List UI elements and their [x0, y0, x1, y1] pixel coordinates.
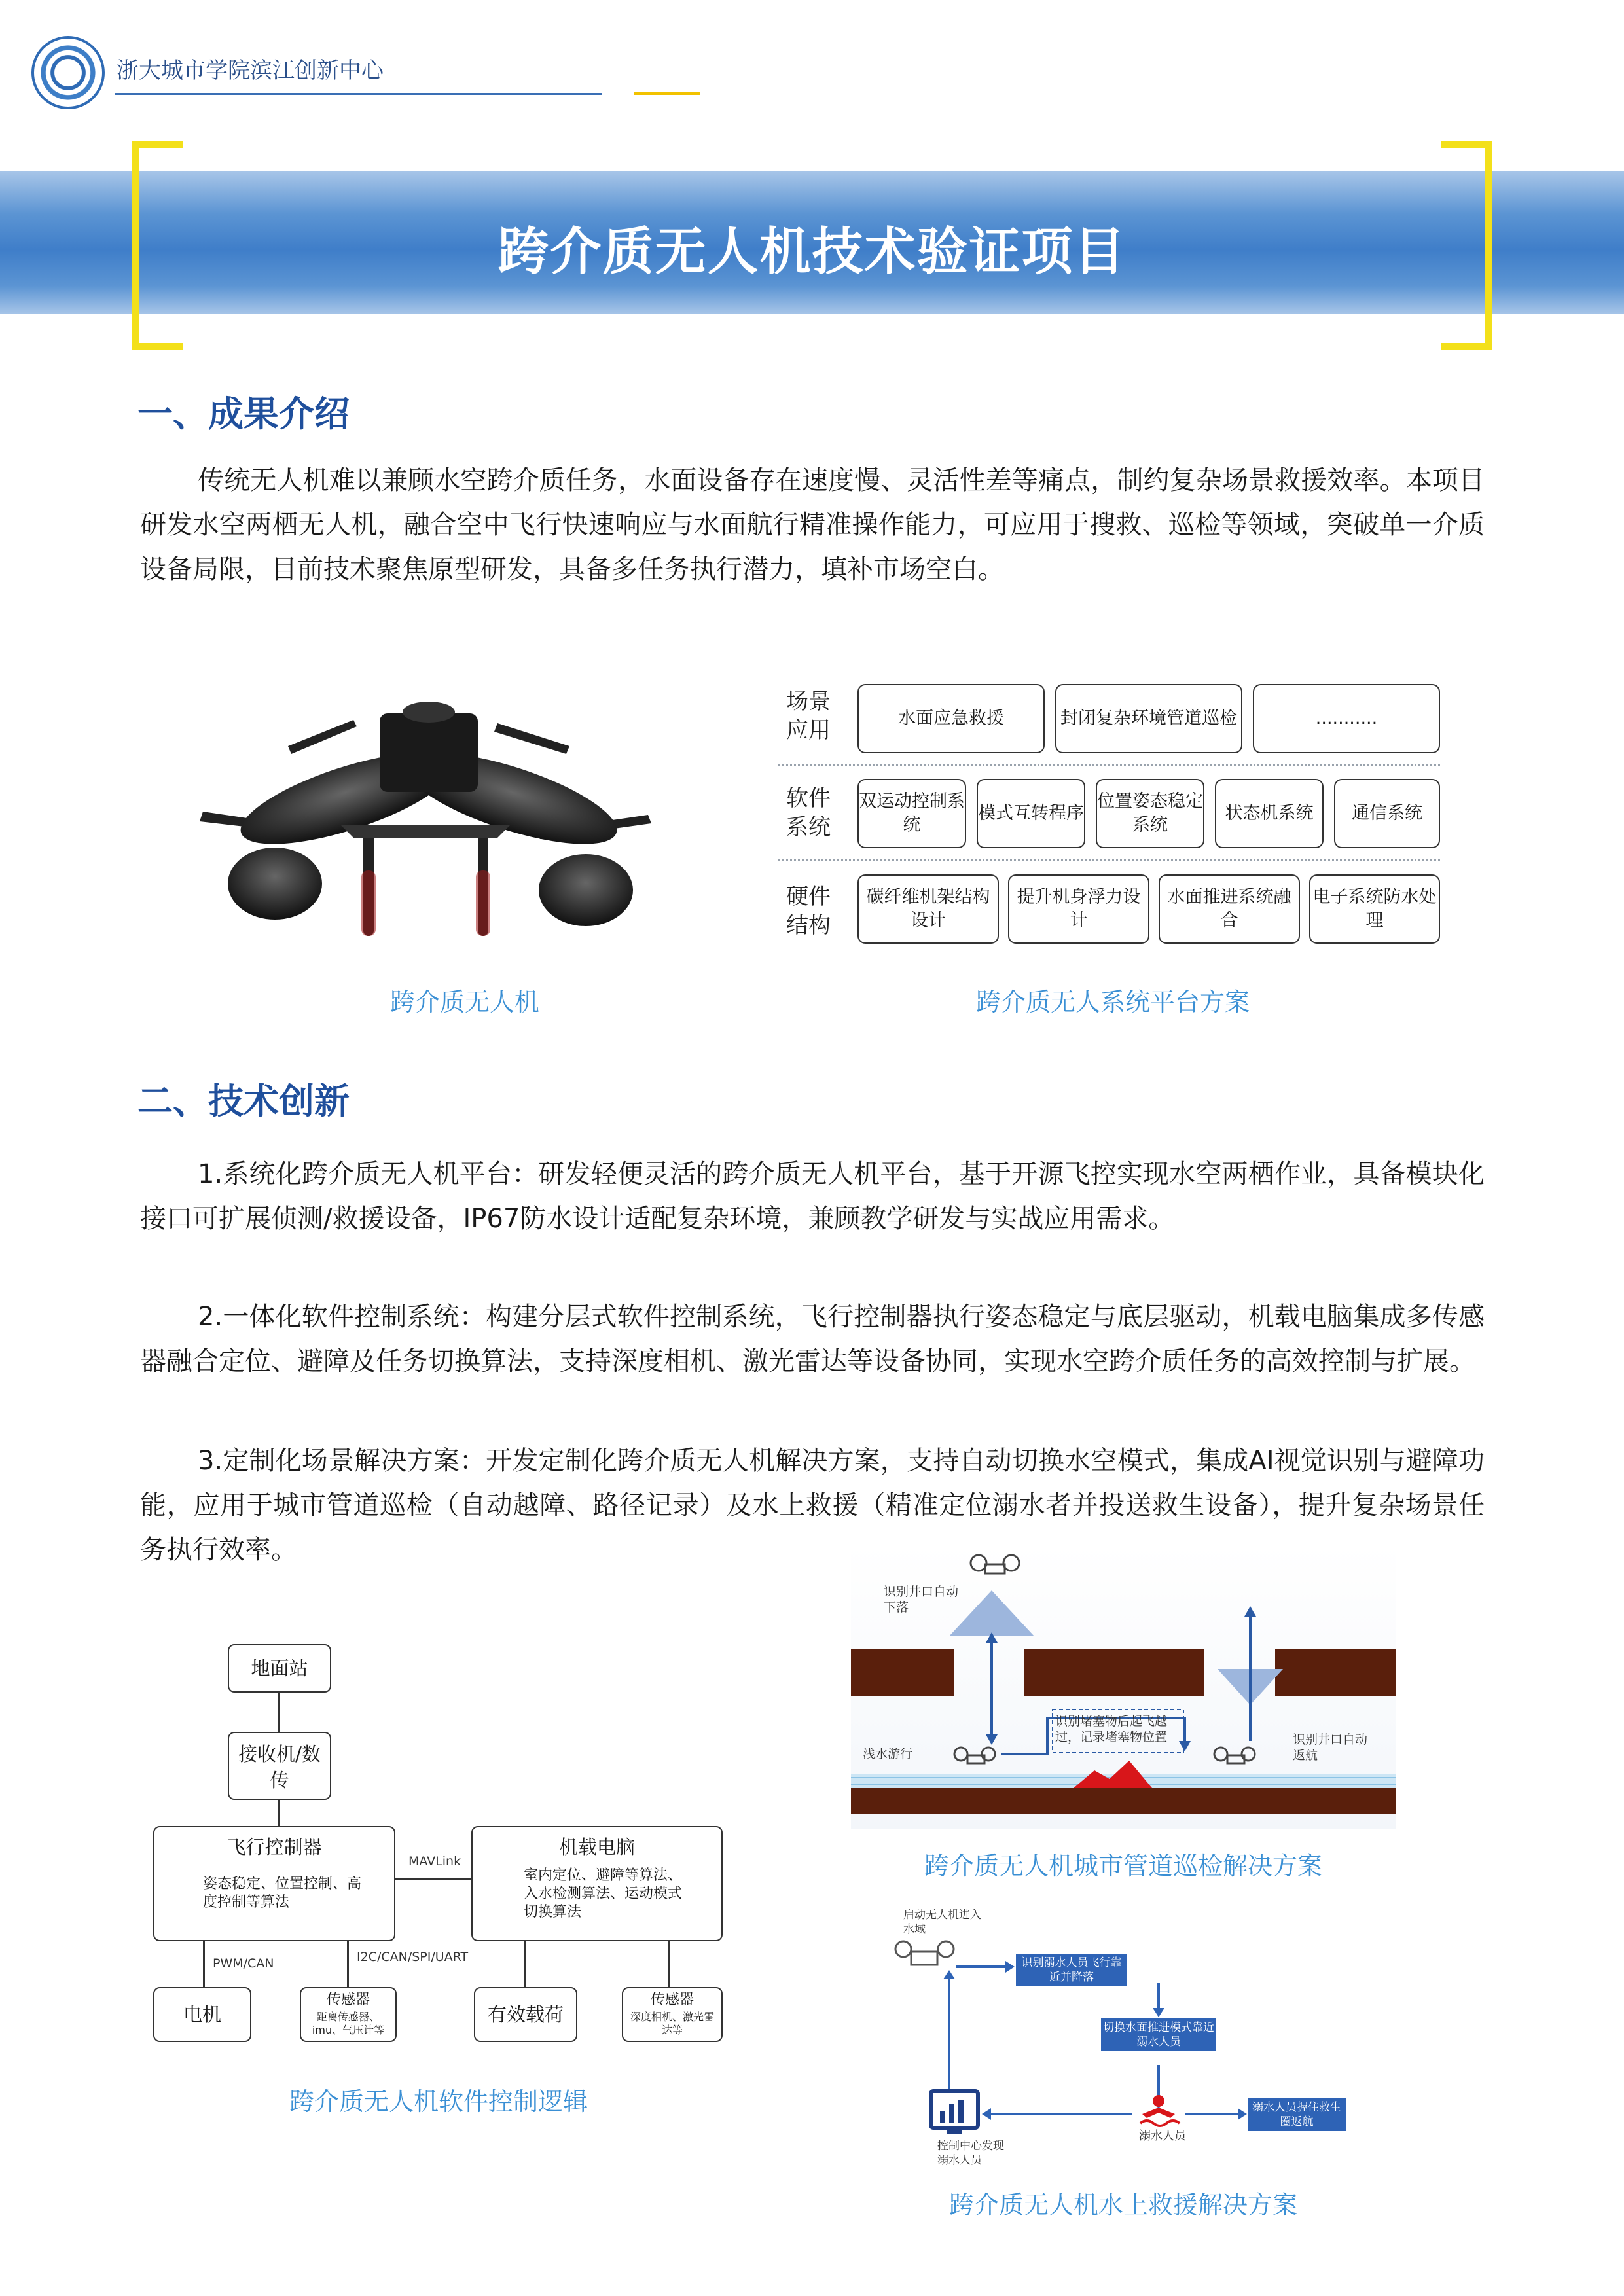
software-item: 位置姿态稳定系统 — [1096, 779, 1204, 848]
rescue-person: 溺水人员 — [1139, 2129, 1186, 2143]
sensor1-title: 传感器 — [326, 1992, 370, 2008]
pwm-label: PWM/CAN — [213, 1956, 274, 1971]
row-label-hardware: 硬件结构 — [786, 884, 831, 939]
ground-station-box: 地面站 — [228, 1644, 331, 1693]
section1-paragraph: 传统无人机难以兼顾水空跨介质任务，水面设备存在速度慢、灵活性差等痛点，制约复杂场景救援效率。本项目研发水空两栖无人机，融合空中飞行快速响应与水面航行精准操作能力，可应用于搜救、巡检等领域，突破单一介质设备局限，目前技术聚焦原型研发，具备多任务执行潜力，填补市场空白。 — [140, 465, 1485, 584]
rescue-step-2: 切换水面推进模式靠近溺水人员 — [1101, 2018, 1216, 2051]
connector — [278, 1693, 280, 1732]
row-label-software: 软件系统 — [786, 785, 831, 840]
pc-desc: 室内定位、避障等算法、入水检测算法、运动模式切换算法 — [524, 1867, 683, 1920]
rescue-start: 启动无人机进入水域 — [903, 1909, 981, 1936]
header-accent — [634, 92, 700, 95]
software-item: 通信系统 — [1334, 779, 1440, 848]
motor-box: 电机 — [153, 1987, 251, 2042]
drone-caption: 跨介质无人机 — [389, 988, 539, 1016]
connector — [278, 1800, 280, 1826]
connector — [668, 1941, 670, 1987]
scene-item: ........... — [1253, 684, 1440, 753]
pipe-text-4: 识别井口自动返航 — [1293, 1732, 1368, 1763]
hardware-item: 电子系统防水处理 — [1309, 874, 1440, 944]
connector — [395, 1878, 471, 1880]
mavlink-label: MAVLink — [408, 1854, 461, 1869]
hardware-item: 提升机身浮力设计 — [1008, 874, 1149, 944]
institution-logo-icon — [31, 36, 105, 109]
page-title: 跨介质无人机技术验证项目 — [497, 223, 1127, 281]
rescue-control: 控制中心发现溺水人员 — [937, 2140, 1004, 2167]
sensor1-desc: 距离传感器、imu、气压计等 — [312, 2011, 385, 2036]
org-name: 浙大城市学院滨江创新中心 — [117, 58, 384, 84]
row-divider — [778, 859, 1440, 861]
pc-title: 机载电脑 — [558, 1836, 635, 1858]
pipe-text-1: 识别井口自动下落 — [884, 1585, 959, 1615]
pipeline-caption: 跨介质无人机城市管道巡检解决方案 — [924, 1852, 1322, 1880]
receiver-box: 接收机/数传 — [228, 1732, 331, 1800]
bus-label: I2C/CAN/SPI/UART — [357, 1950, 469, 1964]
software-caption: 跨介质无人机软件控制逻辑 — [289, 2087, 588, 2116]
software-item: 双运动控制系统 — [857, 779, 966, 848]
hardware-item: 水面推进系统融合 — [1159, 874, 1300, 944]
connector — [524, 1941, 526, 1987]
platform-caption: 跨介质无人系统平台方案 — [975, 988, 1250, 1016]
pipe-text-3: 识别堵塞物后起飞越过，记录堵塞物位置 — [1055, 1714, 1168, 1744]
rescue-caption: 跨介质无人机水上救援解决方案 — [948, 2191, 1297, 2219]
fc-title: 飞行控制器 — [226, 1836, 322, 1858]
row-divider — [778, 764, 1440, 766]
pipeline-drawing — [851, 1545, 1396, 1829]
fc-desc: 姿态稳定、位置控制、高度控制等算法 — [203, 1876, 362, 1910]
pipe-text-2: 浅水游行 — [863, 1747, 913, 1761]
software-item: 状态机系统 — [1215, 779, 1324, 848]
section1-heading: 一、成果介绍 — [137, 393, 350, 435]
connector — [203, 1941, 205, 1987]
scene-item: 封闭复杂环境管道巡检 — [1055, 684, 1242, 753]
sensor2-desc: 深度相机、激光雷达等 — [630, 2011, 714, 2036]
innovation-paragraph-1: 1.系统化跨介质无人机平台：研发轻便灵活的跨介质无人机平台，基于开源飞控实现水空两栖作业，具备模块化接口可扩展侦测/救援设备，IP67防水设计适配复杂环境，兼顾教学研发与实战应用需求。 — [140, 1159, 1485, 1234]
software-item: 模式互转程序 — [977, 779, 1085, 848]
payload-box: 有效载荷 — [474, 1987, 577, 2042]
row-label-scene: 场景应用 — [786, 689, 831, 744]
sensor2-title: 传感器 — [650, 1992, 694, 2008]
header-divider — [115, 93, 602, 95]
section2-heading: 二、技术创新 — [137, 1081, 350, 1122]
connector — [347, 1941, 349, 1987]
hardware-item: 碳纤维机架结构设计 — [857, 874, 999, 944]
drone-illustration — [190, 674, 661, 962]
rescue-step-1: 识别溺水人员飞行靠近并降落 — [1016, 1954, 1127, 1986]
innovation-paragraph-3: 3.定制化场景解决方案：开发定制化跨介质无人机解决方案，支持自动切换水空模式，集成AI视觉识别与避障功能，应用于城市管道巡检（自动越障、路径记录）及水上救援（精准定位溺水者并投送救生设备），提升复杂场景任务执行效率。 — [140, 1446, 1485, 1565]
scene-item: 水面应急救援 — [857, 684, 1045, 753]
rescue-step-3: 溺水人员握住救生圈返航 — [1248, 2098, 1346, 2131]
innovation-paragraph-2: 2.一体化软件控制系统：构建分层式软件控制系统，飞行控制器执行姿态稳定与底层驱动，机载电脑集成多传感器融合定位、避障及任务切换算法，支持深度相机、激光雷达等设备协同，实现水空跨介质任务的高效控制与扩展。 — [140, 1302, 1485, 1376]
